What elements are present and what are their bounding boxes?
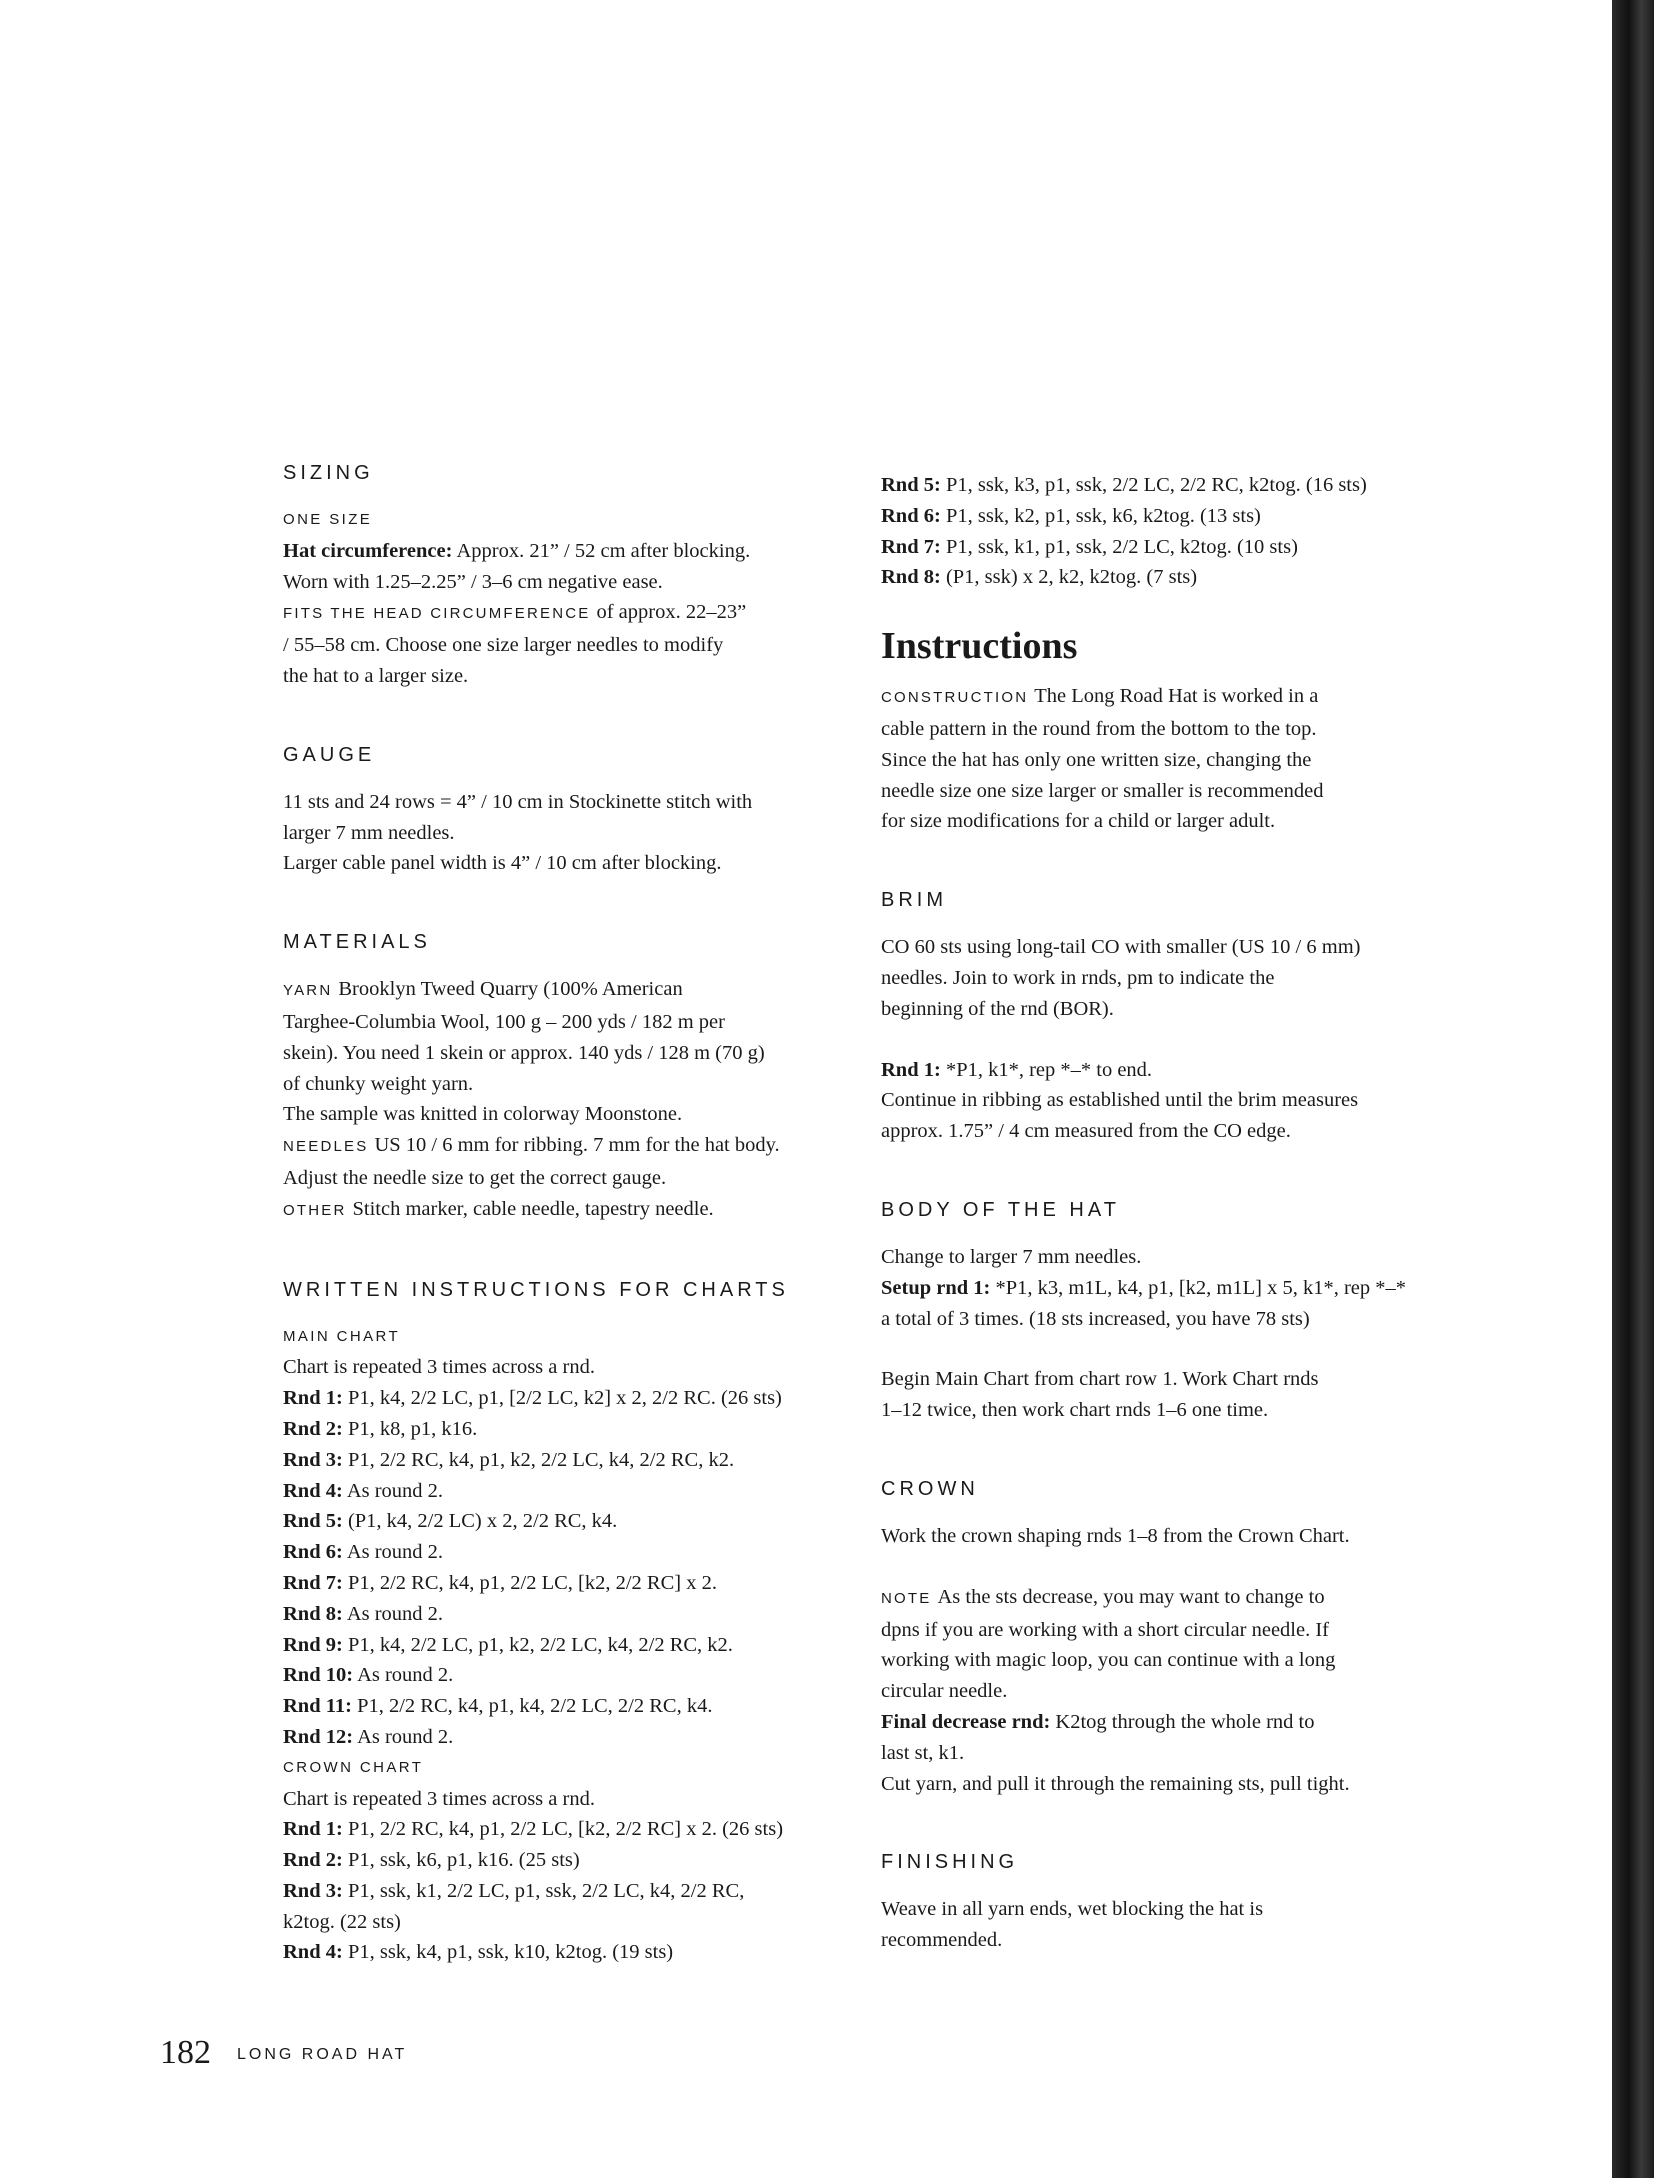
note-detail-line: circular needle. — [881, 1680, 1008, 1703]
round-text: P1, k8, p1, k16. — [347, 1417, 478, 1440]
hat-circumference-line — [283, 536, 843, 567]
round-label: Rnd 7: — [283, 1571, 343, 1594]
footer-title: LONG ROAD HAT — [237, 2046, 408, 2063]
round-line — [881, 501, 1441, 532]
round-text: P1, ssk, k2, p1, ssk, k6, k2tog. (13 sts) — [945, 504, 1261, 527]
round-text: P1, 2/2 RC, k4, p1, k4, 2/2 LC, 2/2 RC, k4. — [357, 1695, 713, 1718]
round-label: Rnd 2: — [283, 1849, 343, 1872]
round-text: As round 2. — [346, 1479, 444, 1502]
construction-detail-line: needle size one size larger or smaller is recommended — [881, 779, 1324, 802]
brim-rnd1-line — [881, 1055, 1441, 1086]
yarn-detail-line: The sample was knitted in colorway Moonstone. — [283, 1103, 683, 1126]
construction-text: The Long Road Hat is worked in a — [1034, 685, 1319, 708]
round-text: P1, 2/2 RC, k4, p1, 2/2 LC, [k2, 2/2 RC] x 2. — [347, 1571, 717, 1594]
finishing-heading: FINISHING — [881, 1851, 1019, 1874]
right-column — [881, 470, 1441, 1956]
round-label: Rnd 1: — [881, 1058, 941, 1081]
note-detail-line: dpns if you are working with a short circular needle. If — [881, 1618, 1330, 1641]
instructions-heading: Instructions — [881, 625, 1078, 668]
other-line — [283, 1194, 843, 1227]
final-decrease-line — [881, 1707, 1441, 1738]
round-line — [283, 1691, 843, 1722]
round-line — [283, 1814, 843, 1845]
page-footer — [160, 2034, 407, 2072]
round-label: Rnd 6: — [881, 504, 941, 527]
round-label: Rnd 5: — [881, 474, 941, 496]
brim-continue-line: approx. 1.75” / 4 cm measured from the CO edge. — [881, 1120, 1291, 1143]
round-label: Rnd 5: — [283, 1510, 343, 1533]
round-text: As round 2. — [357, 1664, 454, 1687]
construction-line — [881, 681, 1441, 714]
round-label: Rnd 2: — [283, 1417, 343, 1440]
setup-round-label: Setup rnd 1: — [881, 1276, 991, 1299]
gauge-heading: GAUGE — [283, 743, 376, 766]
note-text: As the sts decrease, you may want to change to — [937, 1585, 1325, 1608]
yarn-detail-line: Targhee-Columbia Wool, 100 g – 200 yds / 182 m per — [283, 1010, 725, 1033]
one-size-subheading: ONE SIZE — [283, 511, 373, 528]
final-decrease-label: Final decrease rnd: — [881, 1710, 1051, 1733]
finishing-line: recommended. — [881, 1929, 1003, 1952]
fits-line-3: the hat to a larger size. — [283, 664, 469, 687]
crown-heading: CROWN — [881, 1477, 979, 1500]
round-label: Rnd 7: — [881, 535, 941, 558]
page-binding-edge — [1612, 0, 1654, 2178]
yarn-text: Brooklyn Tweed Quarry (100% American — [338, 978, 683, 1001]
round-line — [881, 532, 1441, 563]
construction-detail-line: for size modifications for a child or larger adult. — [881, 810, 1276, 833]
note-line — [881, 1582, 1441, 1615]
round-line — [283, 1722, 843, 1753]
crown-chart-rounds-continued — [881, 470, 1441, 593]
round-line — [283, 1445, 843, 1476]
brim-line: CO 60 sts using long-tail CO with smaller (US 10 / 6 mm) — [881, 936, 1361, 959]
written-instructions-heading: WRITTEN INSTRUCTIONS FOR CHARTS — [283, 1278, 789, 1301]
round-text: As round 2. — [346, 1541, 444, 1564]
construction-label: CONSTRUCTION — [881, 689, 1029, 707]
setup-round-line — [881, 1273, 1441, 1304]
brim-line: beginning of the rnd (BOR). — [881, 997, 1114, 1020]
round-line — [283, 1907, 843, 1938]
round-line — [881, 562, 1441, 593]
construction-detail-line: Since the hat has only one written size, changing the — [881, 748, 1312, 771]
brim-heading: BRIM — [881, 889, 947, 912]
needles-label: NEEDLES — [283, 1138, 369, 1156]
hat-circumference-label: Hat circumference: — [283, 539, 453, 562]
round-label: Rnd 6: — [283, 1541, 343, 1564]
round-text: P1, ssk, k1, p1, ssk, 2/2 LC, k2tog. (10 sts) — [945, 535, 1298, 558]
setup-round-text: *P1, k3, m1L, k4, p1, [k2, m1L] x 5, k1*, rep *–* — [995, 1276, 1407, 1299]
final-decrease-text: K2tog through the whole rnd to — [1055, 1710, 1315, 1733]
round-label: Rnd 8: — [881, 566, 941, 589]
round-line — [881, 470, 1441, 501]
round-text: *P1, k1*, rep *–* to end. — [945, 1058, 1153, 1081]
body-line: Change to larger 7 mm needles. — [881, 1245, 1142, 1268]
round-label: Rnd 9: — [283, 1633, 343, 1656]
round-label: Rnd 3: — [283, 1448, 343, 1471]
round-text: P1, 2/2 RC, k4, p1, 2/2 LC, [k2, 2/2 RC] x 2. (26 sts) — [347, 1818, 784, 1841]
round-label: Rnd 10: — [283, 1664, 354, 1687]
round-line — [283, 1414, 843, 1445]
main-chart-subheading: MAIN CHART — [283, 1327, 401, 1345]
note-detail-line: working with magic loop, you can continue with a long — [881, 1649, 1336, 1672]
gauge-line: Larger cable panel width is 4” / 10 cm after blocking. — [283, 852, 722, 875]
gauge-line: 11 sts and 24 rows = 4” / 10 cm in Stockinette stitch with — [283, 790, 753, 813]
sizing-heading: SIZING — [283, 462, 374, 484]
cut-yarn-line: Cut yarn, and pull it through the remaining sts, pull tight. — [881, 1772, 1350, 1795]
fits-text: of approx. 22–23” — [596, 601, 747, 624]
crown-chart-intro: Chart is repeated 3 times across a rnd. — [283, 1787, 595, 1810]
round-text: P1, ssk, k3, p1, ssk, 2/2 LC, 2/2 RC, k2tog. (16 sts) — [945, 474, 1367, 496]
round-text: P1, k4, 2/2 LC, p1, [2/2 LC, k2] x 2, 2/2 RC. (26 sts) — [347, 1387, 782, 1410]
gauge-line: larger 7 mm needles. — [283, 821, 455, 844]
yarn-detail-line: skein). You need 1 skein or approx. 140 yds / 128 m (70 g) — [283, 1041, 765, 1064]
round-line — [283, 1568, 843, 1599]
round-line — [283, 1599, 843, 1630]
round-line — [283, 1660, 843, 1691]
main-chart-intro: Chart is repeated 3 times across a rnd. — [283, 1356, 595, 1379]
fits-label: FITS THE HEAD CIRCUMFERENCE — [283, 605, 591, 623]
body-heading: BODY OF THE HAT — [881, 1198, 1120, 1221]
round-text: P1, ssk, k1, 2/2 LC, p1, ssk, 2/2 LC, k4, 2/2 RC, — [347, 1879, 745, 1902]
round-text: P1, k4, 2/2 LC, p1, k2, 2/2 LC, k4, 2/2 RC, k2. — [347, 1633, 733, 1656]
needles-line-2: Adjust the needle size to get the correct gauge. — [283, 1166, 667, 1189]
materials-heading: MATERIALS — [283, 931, 431, 954]
yarn-line — [283, 974, 843, 1007]
crown-line: Work the crown shaping rnds 1–8 from the Crown Chart. — [881, 1524, 1350, 1547]
setup-round-line-2: a total of 3 times. (18 sts increased, you have 78 sts) — [881, 1307, 1310, 1330]
round-line — [283, 1630, 843, 1661]
round-label: Rnd 8: — [283, 1602, 343, 1625]
hat-circumference-text: Approx. 21” / 52 cm after blocking. — [456, 539, 751, 562]
round-label: Rnd 4: — [283, 1479, 343, 1502]
other-text: Stitch marker, cable needle, tapestry needle. — [352, 1197, 714, 1220]
round-line — [283, 1506, 843, 1537]
round-label: Rnd 12: — [283, 1725, 354, 1748]
left-column — [283, 458, 843, 1968]
yarn-detail-line: of chunky weight yarn. — [283, 1072, 474, 1095]
round-text: (P1, ssk) x 2, k2, k2tog. (7 sts) — [945, 566, 1198, 589]
round-label: Rnd 11: — [283, 1695, 352, 1718]
round-line — [283, 1937, 843, 1968]
begin-chart-line: 1–12 twice, then work chart rnds 1–6 one time. — [881, 1399, 1269, 1422]
final-decrease-line-2: last st, k1. — [881, 1741, 965, 1764]
note-label: NOTE — [881, 1589, 932, 1607]
main-chart-rounds — [283, 1383, 843, 1753]
round-line — [283, 1537, 843, 1568]
round-line — [283, 1876, 843, 1907]
construction-detail-line: cable pattern in the round from the bottom to the top. — [881, 717, 1317, 740]
brim-line: needles. Join to work in rnds, pm to indicate the — [881, 966, 1275, 989]
round-line — [283, 1845, 843, 1876]
round-label: Rnd 1: — [283, 1818, 343, 1841]
other-label: OTHER — [283, 1201, 347, 1219]
begin-chart-line: Begin Main Chart from chart row 1. Work Chart rnds — [881, 1368, 1319, 1391]
round-text: P1, 2/2 RC, k4, p1, k2, 2/2 LC, k4, 2/2 RC, k2. — [347, 1448, 735, 1471]
yarn-label: YARN — [283, 982, 333, 1000]
needles-line — [283, 1130, 843, 1163]
round-line — [283, 1476, 843, 1507]
round-text: As round 2. — [346, 1602, 444, 1625]
fits-line — [283, 597, 843, 630]
round-label: Rnd 1: — [283, 1387, 343, 1410]
needles-text: US 10 / 6 mm for ribbing. 7 mm for the hat body. — [374, 1134, 780, 1157]
round-label: Rnd 4: — [283, 1941, 343, 1964]
round-line — [283, 1383, 843, 1414]
worn-line: Worn with 1.25–2.25” / 3–6 cm negative ease. — [283, 570, 663, 593]
page-number: 182 — [160, 2034, 211, 2071]
round-text: P1, ssk, k4, p1, ssk, k10, k2tog. (19 sts) — [347, 1941, 674, 1964]
finishing-line: Weave in all yarn ends, wet blocking the hat is — [881, 1898, 1264, 1921]
round-text: (P1, k4, 2/2 LC) x 2, 2/2 RC, k4. — [347, 1510, 618, 1533]
crown-chart-rounds — [283, 1814, 843, 1968]
round-text: P1, ssk, k6, p1, k16. (25 sts) — [347, 1849, 580, 1872]
crown-chart-subheading: CROWN CHART — [283, 1758, 424, 1776]
round-label: Rnd 3: — [283, 1879, 343, 1902]
round-text: k2tog. (22 sts) — [283, 1910, 401, 1933]
round-text: As round 2. — [357, 1725, 454, 1748]
brim-continue-line: Continue in ribbing as established until the brim measures — [881, 1089, 1359, 1112]
fits-line-2: / 55–58 cm. Choose one size larger needles to modify — [283, 634, 724, 657]
